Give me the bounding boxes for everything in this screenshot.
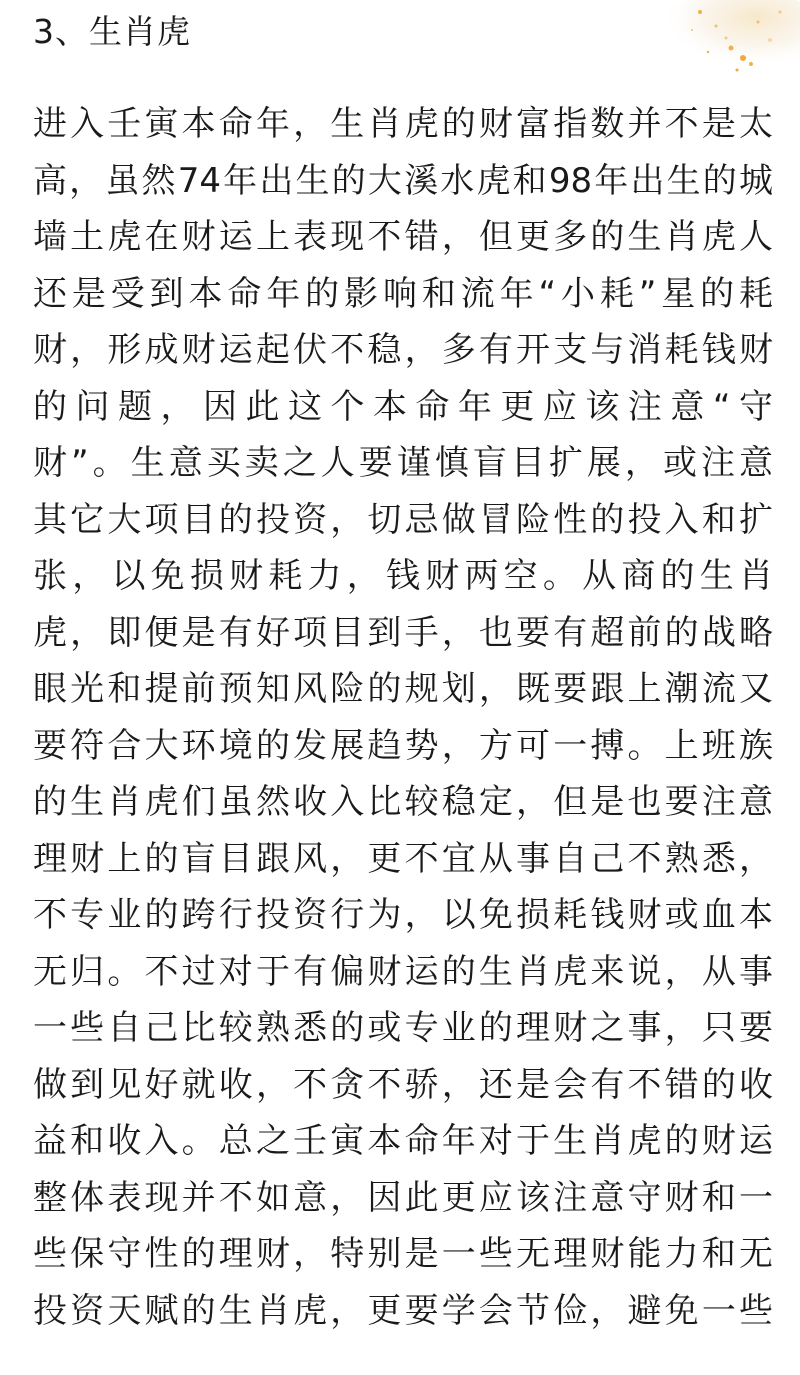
article-paragraph (33, 96, 773, 1339)
paragraph-line: 的生肖虎们虽然收入比较稳定，但是也要注意 (33, 782, 773, 822)
paragraph-line: 眼光和提前预知风险的规划，既要跟上潮流又 (33, 669, 773, 709)
paragraph-line: 还是受到本命年的影响和流年“小耗”星的耗 (33, 273, 773, 314)
paragraph-line: 张，以免损财耗力，钱财两空。从商的生肖 (33, 556, 773, 596)
paragraph-line: 财，形成财运起伏不稳，多有开支与消耗钱财 (33, 330, 773, 370)
paragraph-line: 要符合大环境的发展趋势，方可一搏。上班族 (33, 725, 773, 766)
paragraph-line: 些保守性的理财，特别是一些无理财能力和无 (33, 1234, 773, 1274)
paragraph-line: 投资天赋的生肖虎，更要学会节俭，避免一些 (33, 1290, 773, 1331)
section-heading: 3、生肖虎 (33, 12, 191, 51)
paragraph-line: 进入壬寅本命年，生肖虎的财富指数并不是太 (33, 104, 773, 144)
paragraph-line: 的问题，因此这个本命年更应该注意“守 (33, 386, 773, 427)
paragraph-line: 其它大项目的投资，切忌做冒险性的投入和扩 (33, 499, 773, 540)
paragraph-line: 无归。不过对于有偏财运的生肖虎来说，从事 (33, 951, 773, 992)
paragraph-line: 高，虽然74年出生的大溪水虎和98年出生的城 (33, 160, 773, 201)
paragraph-line: 墙土虎在财运上表现不错，但更多的生肖虎人 (33, 217, 773, 257)
paragraph-line: 做到见好就收，不贪不骄，还是会有不错的收 (33, 1064, 773, 1105)
paragraph-line: 一些自己比较熟悉的或专业的理财之事，只要 (33, 1008, 773, 1048)
paragraph-line: 虎，即便是有好项目到手，也要有超前的战略 (33, 612, 773, 653)
paragraph-line: 理财上的盲目跟风，更不宜从事自己不熟悉， (33, 838, 773, 879)
gold-dust-decoration-icon (630, 0, 800, 90)
paragraph-line: 益和收入。总之壬寅本命年对于生肖虎的财运 (33, 1121, 773, 1161)
paragraph-line: 财”。生意买卖之人要谨慎盲目扩展，或注意 (33, 443, 773, 483)
paragraph-line: 不专业的跨行投资行为，以免损耗钱财或血本 (33, 895, 773, 935)
paragraph-line: 整体表现并不如意，因此更应该注意守财和一 (33, 1177, 773, 1218)
